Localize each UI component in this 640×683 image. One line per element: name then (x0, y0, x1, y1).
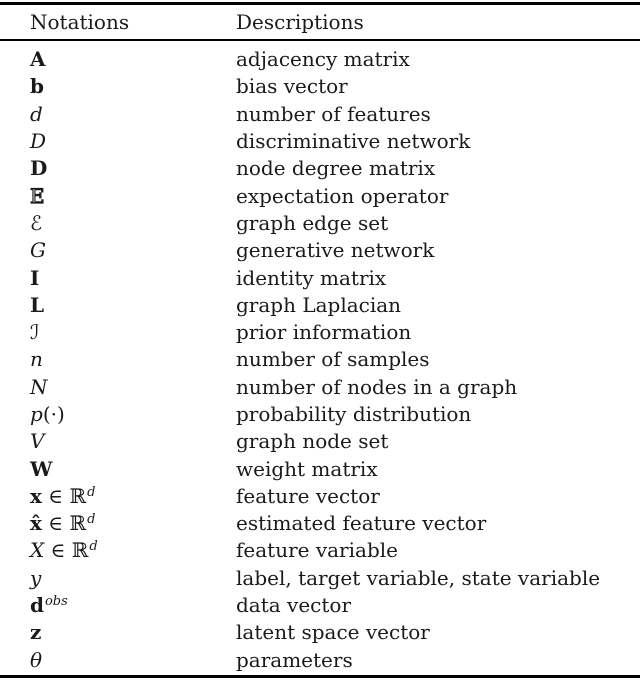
description-cell: graph edge set (236, 210, 389, 235)
notation-symbol: x̂ (30, 511, 42, 536)
notation-cell (0, 293, 236, 317)
notation-cell (0, 484, 236, 508)
notation-symbol: D (30, 129, 47, 154)
description-cell: number of features (236, 101, 431, 126)
table-row (0, 373, 640, 400)
description-cell: graph Laplacian (236, 292, 402, 317)
notation-cell (0, 593, 236, 617)
table-row (0, 564, 640, 591)
description-cell: generative network (236, 238, 435, 263)
notation-symbol: D (30, 156, 48, 181)
notation-symbol: ℰ (30, 210, 43, 235)
description-cell: number of nodes in a graph (236, 374, 518, 399)
description-cell: estimated feature vector (236, 511, 487, 536)
notation-symbol: d (30, 593, 44, 618)
notation-cell (0, 648, 236, 672)
bottom-rule (0, 675, 640, 678)
description-cell: feature vector (236, 483, 380, 508)
table-row (0, 482, 640, 509)
notation-cell (0, 429, 236, 453)
notation-symbol: p (30, 402, 43, 426)
notation-cell (0, 129, 236, 153)
table-row (0, 182, 640, 209)
notation-symbol: ℐ (30, 320, 40, 345)
notation-cell (0, 238, 236, 262)
table-row (0, 155, 640, 182)
description-cell: number of samples (236, 347, 430, 372)
description-cell: weight matrix (236, 456, 378, 481)
table-row (0, 209, 640, 236)
table-row (0, 291, 640, 318)
notation-symbol: x (30, 483, 42, 508)
description-cell: parameters (236, 647, 353, 672)
description-cell: probability distribution (236, 402, 472, 426)
notation-symbol: X (30, 538, 45, 563)
notation-symbol: L (30, 292, 45, 317)
notation-cell (0, 211, 236, 235)
notation-symbol: d (89, 539, 98, 555)
description-cell: label, target variable, state variable (236, 565, 601, 590)
table-row (0, 127, 640, 154)
description-cell: bias vector (236, 74, 348, 99)
notation-symbol: ∈ ℝ (41, 511, 87, 536)
notation-cell (0, 47, 236, 71)
description-cell: identity matrix (236, 265, 387, 290)
table-row (0, 237, 640, 264)
notation-symbol: ∈ ℝ (41, 483, 87, 508)
notation-symbol: y (30, 565, 42, 590)
table-row (0, 264, 640, 291)
table-row (0, 73, 640, 100)
notation-cell (0, 457, 236, 481)
notation-cell (0, 538, 236, 562)
notation-symbol: V (30, 429, 45, 454)
notation-symbol: d (87, 512, 96, 528)
description-cell: discriminative network (236, 129, 471, 154)
table-row (0, 619, 640, 646)
table-row (0, 100, 640, 127)
table-row (0, 537, 640, 564)
notation-symbol: b (30, 74, 44, 99)
notation-symbol: ∈ ℝ (44, 538, 89, 563)
notation-symbol: W (30, 456, 53, 481)
notation-symbol: z (30, 620, 42, 645)
notation-symbol: d (87, 484, 96, 500)
notation-cell (0, 347, 236, 371)
notation-symbol: θ (30, 647, 43, 672)
table-row (0, 510, 640, 537)
notation-cell (0, 511, 236, 535)
notation-symbol: d (30, 101, 43, 126)
table-row (0, 346, 640, 373)
table-row (0, 318, 640, 345)
notation-cell (0, 320, 236, 344)
notation-cell (0, 156, 236, 180)
notation-cell (0, 402, 236, 426)
notation-symbol: A (30, 47, 46, 72)
table-row (0, 591, 640, 618)
description-cell: adjacency matrix (236, 47, 410, 72)
header-notations: Notations (30, 9, 130, 34)
notation-cell (0, 184, 236, 208)
description-cell: expectation operator (236, 183, 449, 208)
notation-symbol: I (30, 265, 40, 290)
header-rule (0, 39, 640, 42)
description-cell: node degree matrix (236, 156, 436, 181)
header-descriptions: Descriptions (236, 9, 364, 34)
notation-symbol: obs (44, 594, 68, 610)
description-cell: graph node set (236, 429, 389, 454)
notation-cell (0, 375, 236, 399)
table-row (0, 428, 640, 455)
notation-symbol: N (30, 374, 48, 399)
notation-cell (0, 566, 236, 590)
notation-symbol: n (30, 347, 43, 372)
table-header (0, 5, 640, 38)
notation-cell (0, 74, 236, 98)
notation-cell (0, 266, 236, 290)
description-cell: feature variable (236, 538, 398, 563)
table-row (0, 455, 640, 482)
description-cell: latent space vector (236, 620, 430, 645)
table-row (0, 400, 640, 427)
table-row (0, 46, 640, 73)
description-cell: data vector (236, 593, 352, 618)
table-body (0, 46, 640, 674)
description-cell: prior information (236, 320, 412, 345)
table-row (0, 646, 640, 673)
notation-symbol: G (30, 238, 46, 263)
notation-cell (0, 102, 236, 126)
notation-symbol: (·) (42, 402, 65, 426)
notation-cell (0, 620, 236, 644)
notation-symbol: E (30, 183, 45, 208)
